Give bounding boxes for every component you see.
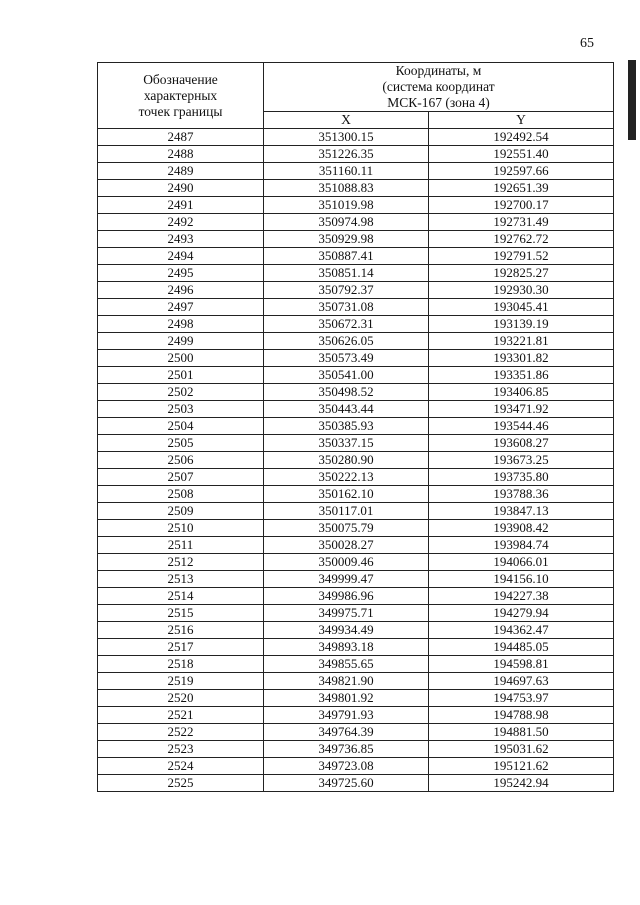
coordinates-header-line: Координаты, м <box>395 63 482 78</box>
table-row <box>98 673 614 690</box>
y-coordinate-cell: 195031.62 <box>429 741 614 758</box>
table-body <box>98 129 614 792</box>
y-coordinate-cell: 194485.05 <box>429 639 614 656</box>
y-coordinate-cell: 193045.41 <box>429 299 614 316</box>
table-row <box>98 656 614 673</box>
x-coordinate-cell: 350974.98 <box>264 214 429 231</box>
y-coordinate-cell: 193735.80 <box>429 469 614 486</box>
x-coordinate-cell: 350443.44 <box>264 401 429 418</box>
table-row <box>98 401 614 418</box>
point-id-cell: 2498 <box>98 316 264 333</box>
table-row <box>98 520 614 537</box>
y-coordinate-cell: 194279.94 <box>429 605 614 622</box>
y-coordinate-cell: 192762.72 <box>429 231 614 248</box>
table-row <box>98 197 614 214</box>
y-coordinate-cell: 193139.19 <box>429 316 614 333</box>
table-row <box>98 163 614 180</box>
table-row <box>98 486 614 503</box>
x-coordinate-cell: 350626.05 <box>264 333 429 350</box>
y-coordinate-cell: 193301.82 <box>429 350 614 367</box>
x-coordinate-cell: 350792.37 <box>264 282 429 299</box>
point-id-cell: 2497 <box>98 299 264 316</box>
point-id-cell: 2516 <box>98 622 264 639</box>
x-coordinate-cell: 349855.65 <box>264 656 429 673</box>
x-coordinate-cell: 349986.96 <box>264 588 429 605</box>
y-coordinate-cell: 194881.50 <box>429 724 614 741</box>
point-id-cell: 2503 <box>98 401 264 418</box>
table-row <box>98 248 614 265</box>
y-coordinate-cell: 194362.47 <box>429 622 614 639</box>
y-coordinate-cell: 192930.30 <box>429 282 614 299</box>
table-row <box>98 758 614 775</box>
x-coordinate-cell: 349801.92 <box>264 690 429 707</box>
table-row <box>98 146 614 163</box>
y-coordinate-cell: 194753.97 <box>429 690 614 707</box>
table-row <box>98 537 614 554</box>
table-row <box>98 554 614 571</box>
point-id-cell: 2492 <box>98 214 264 231</box>
page-number: 65 <box>580 36 594 51</box>
table-row <box>98 639 614 656</box>
table-row <box>98 129 614 146</box>
x-coordinate-cell: 349999.47 <box>264 571 429 588</box>
x-coordinate-cell: 349893.18 <box>264 639 429 656</box>
point-id-cell: 2521 <box>98 707 264 724</box>
x-coordinate-cell: 349821.90 <box>264 673 429 690</box>
point-id-cell: 2518 <box>98 656 264 673</box>
coordinates-header-line: (система координат <box>382 79 495 94</box>
table-row <box>98 299 614 316</box>
table-row <box>98 588 614 605</box>
table-row <box>98 571 614 588</box>
table-row <box>98 384 614 401</box>
table-row <box>98 724 614 741</box>
point-id-cell: 2489 <box>98 163 264 180</box>
scan-edge-mark <box>628 60 636 140</box>
point-designation-header-line: характерных <box>143 87 218 103</box>
x-coordinate-cell: 350851.14 <box>264 265 429 282</box>
y-coordinate-cell: 192597.66 <box>429 163 614 180</box>
table-row <box>98 180 614 197</box>
x-coordinate-cell: 351300.15 <box>264 129 429 146</box>
y-coordinate-cell: 195242.94 <box>429 775 614 792</box>
y-coordinate-cell: 194066.01 <box>429 554 614 571</box>
x-coordinate-cell: 350385.93 <box>264 418 429 435</box>
table-row <box>98 350 614 367</box>
y-coordinate-cell: 194227.38 <box>429 588 614 605</box>
table-row <box>98 316 614 333</box>
point-id-cell: 2514 <box>98 588 264 605</box>
y-coordinate-cell: 193847.13 <box>429 503 614 520</box>
coordinates-header <box>264 63 614 112</box>
x-column-header: X <box>264 112 429 129</box>
table-row <box>98 741 614 758</box>
point-id-cell: 2500 <box>98 350 264 367</box>
y-coordinate-cell: 193673.25 <box>429 452 614 469</box>
y-coordinate-cell: 194788.98 <box>429 707 614 724</box>
point-id-cell: 2515 <box>98 605 264 622</box>
point-id-cell: 2525 <box>98 775 264 792</box>
table-header <box>98 63 614 129</box>
x-coordinate-cell: 350117.01 <box>264 503 429 520</box>
point-id-cell: 2495 <box>98 265 264 282</box>
y-coordinate-cell: 193471.92 <box>429 401 614 418</box>
point-id-cell: 2496 <box>98 282 264 299</box>
point-id-cell: 2494 <box>98 248 264 265</box>
point-id-cell: 2490 <box>98 180 264 197</box>
y-coordinate-cell: 193406.85 <box>429 384 614 401</box>
y-coordinate-cell: 192791.52 <box>429 248 614 265</box>
y-coordinate-cell: 193608.27 <box>429 435 614 452</box>
point-id-cell: 2513 <box>98 571 264 588</box>
x-coordinate-cell: 350162.10 <box>264 486 429 503</box>
point-id-cell: 2505 <box>98 435 264 452</box>
x-coordinate-cell: 349725.60 <box>264 775 429 792</box>
table-row <box>98 690 614 707</box>
x-coordinate-cell: 350498.52 <box>264 384 429 401</box>
x-coordinate-cell: 350541.00 <box>264 367 429 384</box>
point-id-cell: 2511 <box>98 537 264 554</box>
y-coordinate-cell: 192700.17 <box>429 197 614 214</box>
x-coordinate-cell: 349764.39 <box>264 724 429 741</box>
y-column-header: Y <box>429 112 614 129</box>
table-row <box>98 622 614 639</box>
x-coordinate-cell: 350337.15 <box>264 435 429 452</box>
x-coordinate-cell: 349736.85 <box>264 741 429 758</box>
table-row <box>98 282 614 299</box>
point-id-cell: 2491 <box>98 197 264 214</box>
boundary-points-table <box>97 62 614 792</box>
y-coordinate-cell: 193221.81 <box>429 333 614 350</box>
y-coordinate-cell: 193984.74 <box>429 537 614 554</box>
y-coordinate-cell: 194697.63 <box>429 673 614 690</box>
x-coordinate-cell: 349791.93 <box>264 707 429 724</box>
table-row <box>98 231 614 248</box>
point-id-cell: 2504 <box>98 418 264 435</box>
x-coordinate-cell: 350573.49 <box>264 350 429 367</box>
x-coordinate-cell: 351088.83 <box>264 180 429 197</box>
x-coordinate-cell: 350280.90 <box>264 452 429 469</box>
x-coordinate-cell: 350222.13 <box>264 469 429 486</box>
point-id-cell: 2523 <box>98 741 264 758</box>
table-row <box>98 503 614 520</box>
table-row <box>98 333 614 350</box>
point-id-cell: 2507 <box>98 469 264 486</box>
x-coordinate-cell: 349975.71 <box>264 605 429 622</box>
x-coordinate-cell: 350075.79 <box>264 520 429 537</box>
point-id-cell: 2501 <box>98 367 264 384</box>
x-coordinate-cell: 350887.41 <box>264 248 429 265</box>
y-coordinate-cell: 192731.49 <box>429 214 614 231</box>
y-coordinate-cell: 193908.42 <box>429 520 614 537</box>
table-row <box>98 469 614 486</box>
y-coordinate-cell: 192825.27 <box>429 265 614 282</box>
point-designation-header-line: Обозначение <box>143 71 218 87</box>
x-coordinate-cell: 351019.98 <box>264 197 429 214</box>
x-coordinate-cell: 351226.35 <box>264 146 429 163</box>
point-id-cell: 2488 <box>98 146 264 163</box>
point-designation-header <box>98 63 264 129</box>
x-coordinate-cell: 350672.31 <box>264 316 429 333</box>
point-designation-header-line: точек границы <box>138 103 223 119</box>
y-coordinate-cell: 195121.62 <box>429 758 614 775</box>
point-id-cell: 2493 <box>98 231 264 248</box>
point-id-cell: 2524 <box>98 758 264 775</box>
table-row <box>98 435 614 452</box>
point-id-cell: 2510 <box>98 520 264 537</box>
point-id-cell: 2499 <box>98 333 264 350</box>
table-row <box>98 418 614 435</box>
x-coordinate-cell: 351160.11 <box>264 163 429 180</box>
table-row <box>98 265 614 282</box>
x-coordinate-cell: 350009.46 <box>264 554 429 571</box>
point-id-cell: 2519 <box>98 673 264 690</box>
table-row <box>98 707 614 724</box>
point-id-cell: 2509 <box>98 503 264 520</box>
y-coordinate-cell: 193544.46 <box>429 418 614 435</box>
x-coordinate-cell: 349723.08 <box>264 758 429 775</box>
table-row <box>98 214 614 231</box>
table-row <box>98 605 614 622</box>
y-coordinate-cell: 192651.39 <box>429 180 614 197</box>
x-coordinate-cell: 350028.27 <box>264 537 429 554</box>
point-id-cell: 2506 <box>98 452 264 469</box>
point-id-cell: 2502 <box>98 384 264 401</box>
coordinates-header-line: МСК-167 (зона 4) <box>387 95 490 110</box>
x-coordinate-cell: 349934.49 <box>264 622 429 639</box>
point-id-cell: 2487 <box>98 129 264 146</box>
point-id-cell: 2508 <box>98 486 264 503</box>
table-row <box>98 775 614 792</box>
x-coordinate-cell: 350929.98 <box>264 231 429 248</box>
y-coordinate-cell: 192551.40 <box>429 146 614 163</box>
point-id-cell: 2512 <box>98 554 264 571</box>
y-coordinate-cell: 192492.54 <box>429 129 614 146</box>
point-id-cell: 2522 <box>98 724 264 741</box>
point-id-cell: 2517 <box>98 639 264 656</box>
y-coordinate-cell: 193351.86 <box>429 367 614 384</box>
point-id-cell: 2520 <box>98 690 264 707</box>
table-row <box>98 367 614 384</box>
y-coordinate-cell: 194156.10 <box>429 571 614 588</box>
x-coordinate-cell: 350731.08 <box>264 299 429 316</box>
table-row <box>98 452 614 469</box>
y-coordinate-cell: 194598.81 <box>429 656 614 673</box>
y-coordinate-cell: 193788.36 <box>429 486 614 503</box>
